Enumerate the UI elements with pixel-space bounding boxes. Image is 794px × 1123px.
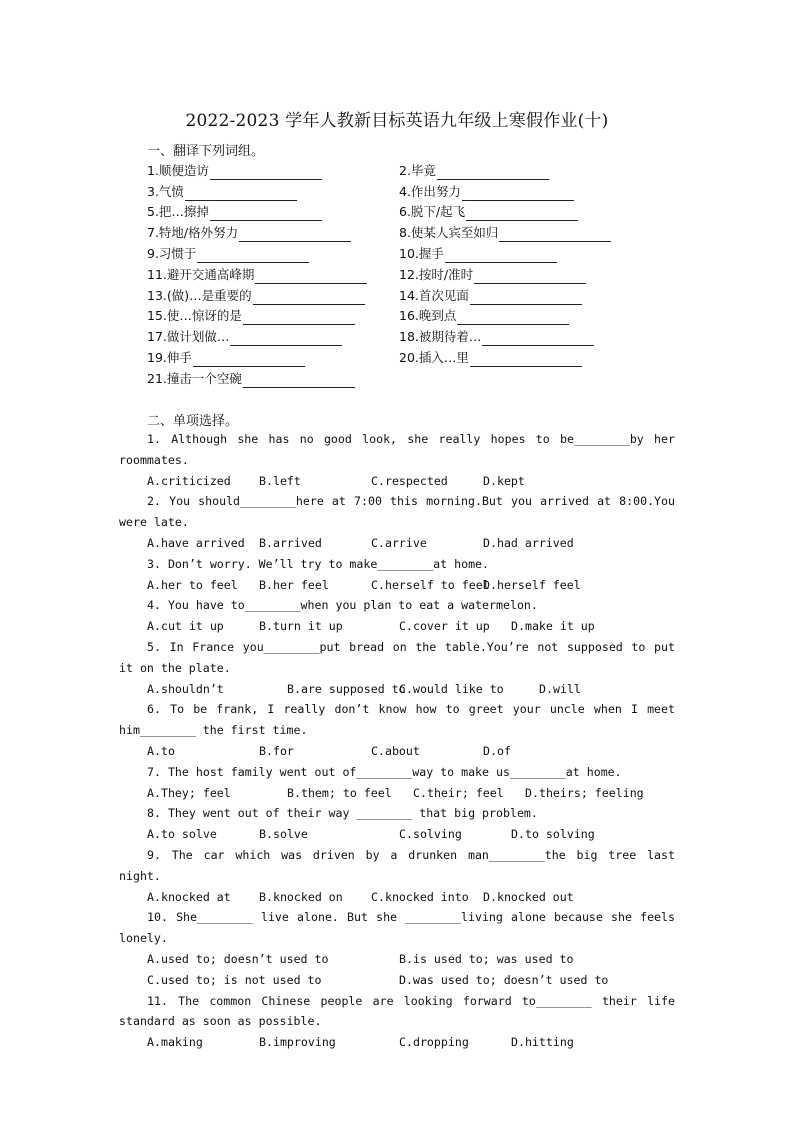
vocab-label: 18.被期待着… (399, 329, 482, 345)
vocab-item (147, 221, 399, 242)
vocab-label: 14.首次见面 (399, 287, 469, 303)
question-text: 8. They went out of their way ________ that big problem. (147, 806, 538, 821)
option-c[interactable]: C.herself to feel (371, 577, 490, 592)
question-text: 7. The host family went out of________way to make us________at home. (147, 764, 622, 779)
vocab-item (399, 263, 667, 284)
question-options (119, 1032, 675, 1053)
vocab-list (147, 159, 667, 388)
vocab-label: 13.(做)…是重要的 (147, 287, 252, 303)
vocab-label: 11.避开交通高峰期 (147, 266, 255, 282)
vocab-label: 12.按时/准时 (399, 266, 474, 282)
option-c[interactable]: C.about (371, 743, 420, 758)
question-options (119, 575, 675, 596)
option-d[interactable]: D.to solving (511, 827, 595, 842)
vocab-item (399, 346, 667, 367)
option-d[interactable]: D.make it up (511, 619, 595, 634)
vocab-item (399, 221, 667, 242)
vocab-label: 5.把…擦掉 (147, 204, 209, 220)
option-d[interactable]: D.kept (483, 473, 525, 488)
option-b[interactable]: B.arrived (259, 535, 322, 550)
vocab-item (147, 263, 399, 284)
option-a[interactable]: A.knocked at (147, 889, 231, 904)
vocab-item (399, 325, 667, 346)
answer-blank[interactable] (210, 166, 322, 180)
option-b[interactable]: B.them; to feel (287, 785, 392, 800)
question-options (119, 824, 675, 845)
question-text: 3. Don’t worry. We’ll try to make________at home. (147, 556, 490, 571)
vocab-item (147, 180, 399, 201)
question-options (119, 949, 675, 991)
vocab-label: 3.气愤 (147, 183, 184, 199)
question-options (119, 783, 675, 804)
document-title: 2022-2023 学年人教新目标英语九年级上寒假作业(十) (185, 111, 609, 131)
section2-heading: 二、单项选择。 (147, 414, 239, 429)
answer-blank[interactable] (470, 353, 582, 367)
vocab-label: 1.顺便造访 (147, 162, 209, 178)
option-c[interactable]: C.used to; is not used to (147, 972, 322, 987)
answer-blank[interactable] (437, 166, 549, 180)
answer-blank[interactable] (239, 228, 351, 242)
option-b[interactable]: B.turn it up (259, 619, 343, 634)
question-text: 10. She________ live alone. But she ________living alone because she feels lonely. (119, 910, 675, 946)
vocab-item (147, 325, 399, 346)
answer-blank[interactable] (243, 311, 355, 325)
vocab-label: 19.伸手 (147, 349, 192, 365)
option-b[interactable]: B.knocked on (259, 889, 343, 904)
vocab-label: 15.使…惊讶的是 (147, 308, 242, 324)
option-a[interactable]: A.making (147, 1035, 203, 1050)
option-a[interactable]: A.criticized (147, 473, 231, 488)
option-c[interactable]: C.knocked into (371, 889, 469, 904)
option-c[interactable]: C.dropping (399, 1035, 469, 1050)
option-d[interactable]: D.theirs; feeling (525, 785, 644, 800)
option-a[interactable]: A.have arrived (147, 535, 245, 550)
vocab-label: 9.习惯于 (147, 245, 197, 261)
question-options (119, 471, 675, 492)
vocab-item (399, 242, 667, 263)
mcq-list (119, 429, 675, 1053)
option-a[interactable]: A.to solve (147, 827, 217, 842)
section1-heading: 一、翻译下列词组。 (147, 144, 265, 159)
option-b[interactable]: B.solve (259, 827, 308, 842)
vocab-label: 6.脱下/起飞 (399, 204, 466, 220)
question-text: 6. To be frank, I really don’t know how to greet your uncle when I meet him________ the first time. (119, 702, 675, 738)
option-c[interactable]: C.respected (371, 473, 448, 488)
option-b[interactable]: B.left (259, 473, 301, 488)
vocab-item (147, 346, 399, 367)
answer-blank[interactable] (482, 332, 594, 346)
vocab-item (399, 305, 667, 326)
vocab-item (399, 201, 667, 222)
answer-blank[interactable] (445, 249, 557, 263)
answer-blank[interactable] (474, 270, 586, 284)
vocab-item (147, 367, 399, 388)
option-b[interactable]: B.her feel (259, 577, 329, 592)
option-a[interactable]: A.her to feel (147, 577, 238, 592)
answer-blank[interactable] (457, 311, 569, 325)
vocab-item (399, 284, 667, 305)
answer-blank[interactable] (462, 187, 574, 201)
question-text: 11. The common Chinese people are looking forward to________ their life standard as soon as possible. (119, 993, 675, 1029)
option-d[interactable]: D.hitting (511, 1035, 574, 1050)
vocab-item (399, 180, 667, 201)
vocab-label: 17.做计划做… (147, 329, 230, 345)
vocab-item (147, 284, 399, 305)
vocab-label: 16.晚到点 (399, 308, 457, 324)
option-d[interactable]: D.had arrived (483, 535, 574, 550)
vocab-item (399, 159, 667, 180)
option-c[interactable]: C.solving (399, 827, 462, 842)
vocab-item (147, 201, 399, 222)
vocab-label: 2.毕竟 (399, 162, 436, 178)
option-a[interactable]: A.cut it up (147, 619, 224, 634)
vocab-label: 7.特地/格外努力 (147, 225, 239, 241)
option-b[interactable]: B.are supposed to (287, 681, 406, 696)
answer-blank[interactable] (255, 270, 367, 284)
vocab-label: 20.插入…里 (399, 349, 469, 365)
question-options (119, 887, 675, 908)
vocab-label: 10.握手 (399, 245, 444, 261)
option-a[interactable]: A.used to; doesn’t used to (147, 951, 329, 966)
answer-blank[interactable] (253, 291, 365, 305)
option-d[interactable]: D.of (483, 743, 511, 758)
answer-blank[interactable] (470, 291, 582, 305)
question-options (119, 741, 675, 762)
option-c[interactable]: C.would like to (399, 681, 504, 696)
option-c[interactable]: C.their; feel (413, 785, 504, 800)
answer-blank[interactable] (243, 374, 355, 388)
vocab-item (147, 305, 399, 326)
option-d[interactable]: D.knocked out (483, 889, 574, 904)
option-d[interactable]: D.herself feel (483, 577, 581, 592)
option-b[interactable]: B.for (259, 743, 294, 758)
question-text: 2. You should________here at 7:00 this morning.But you arrived at 8:00.You were late. (119, 494, 675, 530)
question-text: 9. The car which was driven by a drunken man________the big tree last night. (119, 847, 675, 883)
option-a[interactable]: A.to (147, 743, 175, 758)
option-b[interactable]: B.is used to; was used to (399, 951, 574, 966)
question-options (119, 616, 675, 637)
answer-blank[interactable] (230, 332, 342, 346)
vocab-label: 8.使某人宾至如归 (399, 225, 499, 241)
answer-blank[interactable] (193, 353, 305, 367)
answer-blank[interactable] (185, 187, 297, 201)
vocab-label: 4.作出努力 (399, 183, 461, 199)
option-c[interactable]: C.arrive (371, 535, 427, 550)
option-d[interactable]: D.will (539, 681, 581, 696)
question-text: 4. You have to________when you plan to eat a watermelon. (147, 598, 538, 613)
vocab-item (147, 242, 399, 263)
question-options (119, 679, 675, 700)
vocab-item (147, 159, 399, 180)
answer-blank[interactable] (466, 207, 578, 221)
option-d[interactable]: D.was used to; doesn’t used to (399, 972, 609, 987)
question-text: 1. Although she has no good look, she really hopes to be________by her roommates. (119, 432, 675, 467)
option-c[interactable]: C.cover it up (399, 619, 490, 634)
question-text: 5. In France you________put bread on the table.You’re not supposed to put it on the plate. (119, 639, 675, 675)
question-options (119, 533, 675, 554)
option-a[interactable]: A.shouldn’t (147, 681, 224, 696)
answer-blank[interactable] (499, 228, 611, 242)
answer-blank[interactable] (210, 207, 322, 221)
option-a[interactable]: A.They; feel (147, 785, 231, 800)
answer-blank[interactable] (197, 249, 309, 263)
vocab-label: 21.撞击一个空碗 (147, 370, 242, 386)
option-b[interactable]: B.improving (259, 1035, 336, 1050)
